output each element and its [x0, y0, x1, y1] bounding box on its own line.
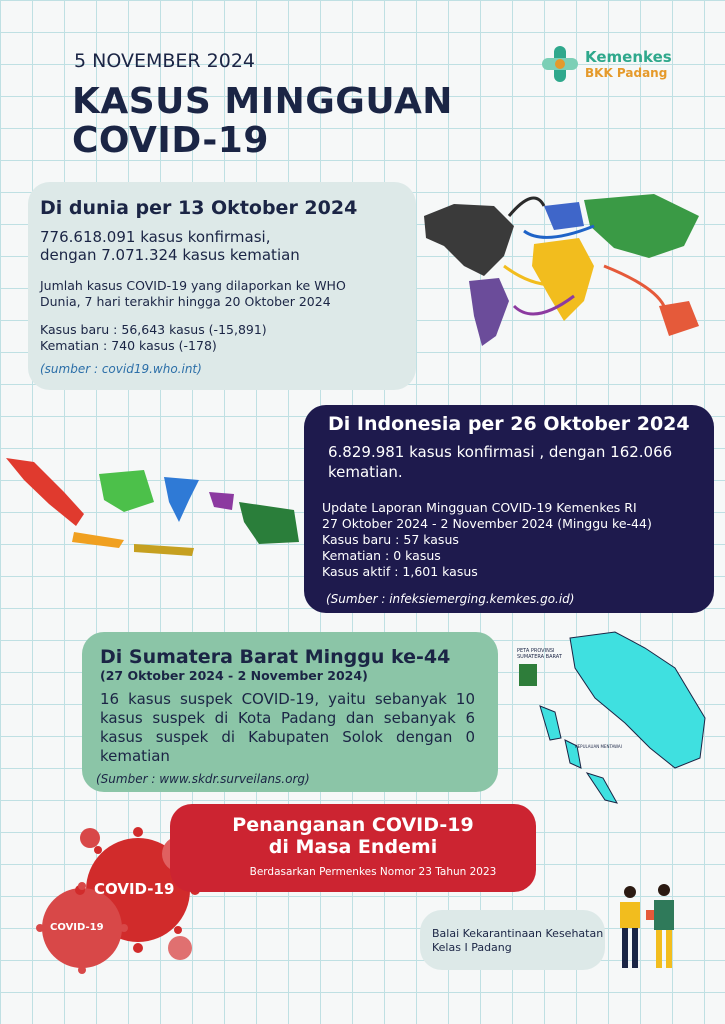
balai-text — [432, 927, 603, 955]
indonesia-update-line-2: 27 Oktober 2024 - 2 November 2024 (Minggu ke-44) — [322, 516, 652, 531]
indonesia-heading: Di Indonesia per 26 Oktober 2024 — [328, 413, 690, 435]
virus-label-small: COVID-19 — [50, 922, 104, 933]
world-card — [28, 182, 416, 390]
world-report-line-1: Jumlah kasus COVID-19 yang dilaporkan ke WHO — [40, 278, 346, 293]
banner-title-line-1: Penanganan COVID-19 — [232, 814, 474, 836]
logo-name: Kemenkes — [585, 48, 672, 66]
title-line-2: COVID-19 — [72, 120, 269, 161]
map-label-mentawai: KEPULAUAN MENTAWAI — [575, 744, 622, 749]
world-weekly — [40, 322, 267, 354]
balai-card — [420, 910, 605, 970]
sumbar-heading: Di Sumatera Barat Minggu ke-44 — [100, 646, 451, 668]
world-map-illustration — [414, 186, 714, 352]
sumbar-body: 16 kasus suspek COVID-19, yaitu sebanyak 10 kasus suspek di Kota Padang dan sebanyak 6 kasus suspek di Kabupaten Solok dengan 0 kematian — [100, 690, 475, 765]
kemenkes-logo — [540, 42, 680, 88]
indonesia-new-cases: Kasus baru : 57 kasus — [322, 532, 459, 547]
banner-subtitle: Berdasarkan Permenkes Nomor 23 Tahun 2023 — [249, 866, 497, 878]
indonesia-summary: 6.829.981 kasus konfirmasi , dengan 162.066 kematian. — [328, 443, 673, 481]
map-title-2: SUMATERA BARAT — [517, 654, 562, 660]
indonesia-update — [322, 500, 652, 580]
banner-title-line-2: di Masa Endemi — [268, 836, 438, 858]
world-deaths: Kematian : 740 kasus (-178) — [40, 338, 217, 353]
world-new-cases: Kasus baru : 56,643 kasus (-15,891) — [40, 322, 267, 337]
sumbar-subheading: (27 Oktober 2024 - 2 November 2024) — [100, 668, 368, 683]
indonesia-source: (Sumber : infeksiemerging.kemkes.go.id) — [326, 592, 575, 606]
page-title — [72, 82, 453, 160]
endemic-banner — [170, 804, 536, 892]
world-report — [40, 278, 346, 310]
report-date: 5 NOVEMBER 2024 — [74, 50, 255, 72]
balai-line-1: Balai Kekarantinaan Kesehatan — [432, 927, 604, 940]
world-totals — [40, 228, 300, 264]
indonesia-active: Kasus aktif : 1,601 kasus — [322, 564, 478, 579]
virus-label-big: COVID-19 — [94, 880, 175, 898]
balai-line-2: Kelas I Padang — [432, 941, 512, 954]
world-heading: Di dunia per 13 Oktober 2024 — [40, 197, 358, 219]
indonesia-update-line-1: Update Laporan Mingguan COVID-19 Kemenkes RI — [322, 500, 637, 515]
province-emblem-icon — [519, 664, 537, 686]
indonesia-map-illustration — [4, 452, 302, 564]
world-report-line-2: Dunia, 7 hari terakhir hingga 20 Oktober 2024 — [40, 294, 331, 309]
world-source: (sumber : covid19.who.int) — [40, 362, 202, 376]
sumbar-map-illustration — [515, 628, 715, 806]
world-deaths-total: dengan 7.071.324 kasus kematian — [40, 246, 300, 264]
sumbar-source: (Sumber : www.skdr.surveilans.org) — [96, 772, 310, 786]
indonesia-deaths: Kematian : 0 kasus — [322, 548, 441, 563]
indonesia-card — [304, 405, 714, 613]
people-illustration — [606, 880, 686, 972]
map-title-1: PETA PROVINSI — [517, 648, 555, 654]
world-confirmed: 776.618.091 kasus konfirmasi, — [40, 228, 271, 246]
banner-title — [170, 814, 536, 858]
sumbar-card — [82, 632, 498, 792]
title-line-1: KASUS MINGGUAN — [72, 81, 453, 122]
logo-sub: BKK Padang — [585, 66, 668, 80]
kemenkes-cross-icon — [540, 44, 580, 84]
